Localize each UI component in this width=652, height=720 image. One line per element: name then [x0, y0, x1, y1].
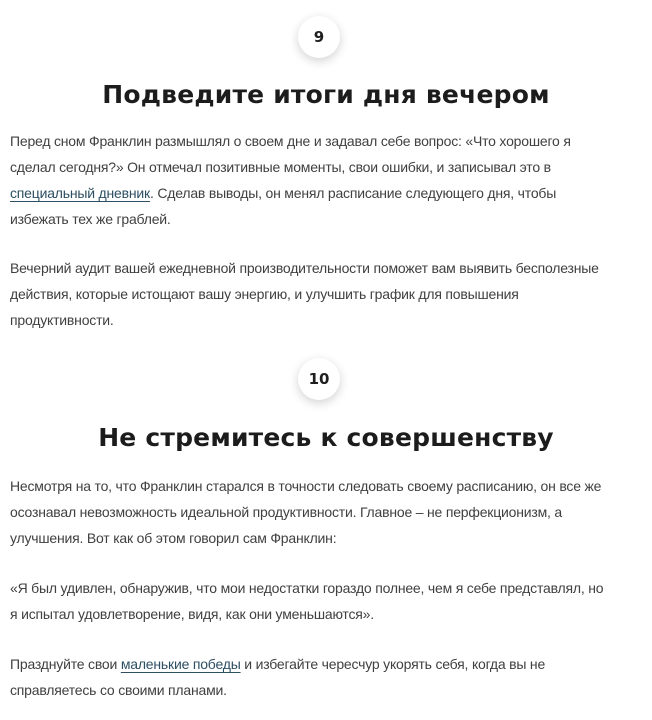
section-9-paragraph-1 — [10, 128, 610, 232]
step-number-10: 10 — [308, 370, 330, 388]
step-number-9: 9 — [313, 28, 325, 46]
paragraph-text: Празднуйте свои — [10, 656, 121, 672]
step-number-badge-10 — [298, 358, 340, 400]
paragraph-text: . Сделав выводы, он менял расписание следующего дня, чтобы избежать тех же граблей. — [10, 185, 557, 227]
paragraph-text: и избегайте чересчур укорять себя, когда вы не справляетесь со своими планами. — [10, 656, 546, 698]
special-diary-link[interactable]: специальный дневник — [10, 185, 150, 201]
section-heading-9: Подведите итоги дня вечером — [102, 80, 550, 109]
paragraph-text: Перед сном Франклин размышлял о своем дне и задавал себе вопрос: «Что хорошего я сделал сегодня?» Он отмечал позитивные моменты, свои ошибки, и записывал это в — [10, 133, 571, 175]
franklin-quote: «Я был удивлен, обнаружив, что мои недостатки гораздо полнее, чем я себе представлял, но я испытал удовлетворение, видя, как они уменьшаются». — [10, 580, 604, 622]
section-heading-10: Не стремитесь к совершенству — [98, 423, 554, 452]
section-10-paragraph-3 — [10, 651, 610, 703]
small-victories-link[interactable]: маленькие победы — [120, 656, 241, 672]
section-9-paragraph-2: Вечерний аудит вашей ежедневной производительности поможет вам выявить бесполезные действия, которые истощают вашу энергию, и улучшить график для повышения продуктивности. — [10, 260, 599, 328]
step-number-badge-9 — [298, 16, 340, 58]
section-10-paragraph-1: Несмотря на то, что Франклин старался в точности следовать своему расписанию, он все же осознавал невозможность идеальной продуктивности. Главное – не перфекционизм, а улучшения. Вот как об этом говорил сам Франклин: — [10, 478, 602, 546]
